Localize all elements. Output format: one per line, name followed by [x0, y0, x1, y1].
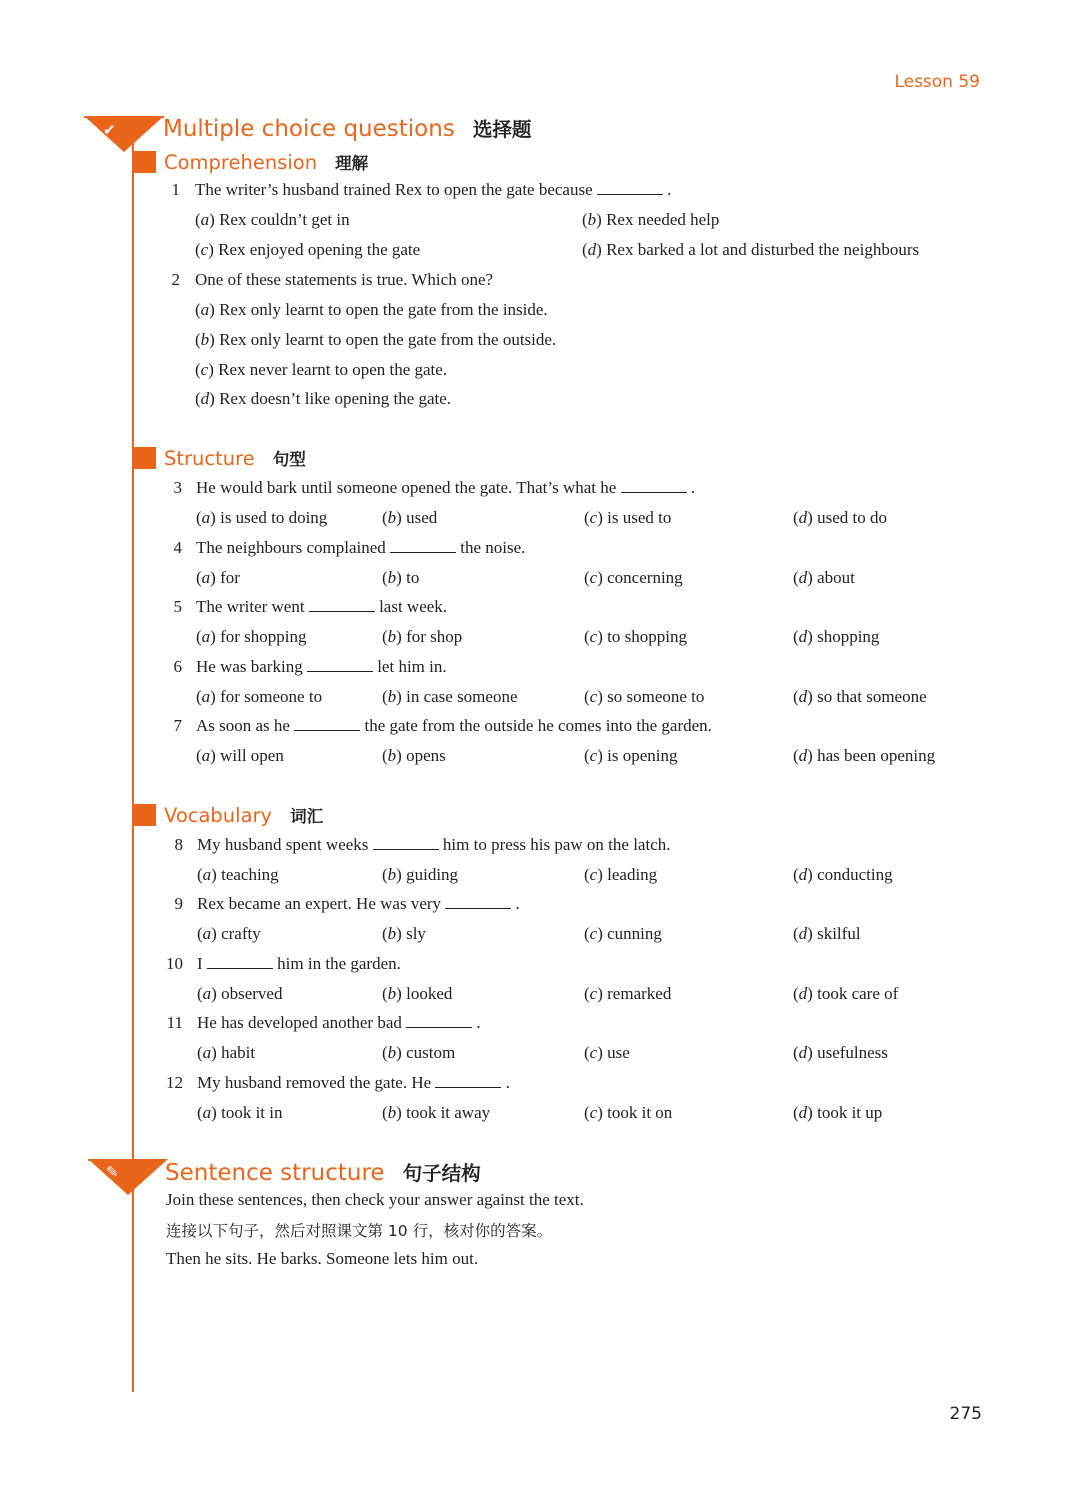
answer-blank[interactable]	[621, 478, 687, 493]
answer-blank[interactable]	[207, 954, 273, 969]
mc-title-zh: 选择题	[472, 118, 532, 141]
option-2c[interactable]: (c) Rex never learnt to open the gate.	[195, 360, 448, 379]
option-3c[interactable]: (c) is used to	[584, 508, 672, 527]
lesson-label: Lesson 59	[894, 72, 980, 92]
pencil-icon: ✎	[106, 1163, 119, 1181]
answer-blank[interactable]	[307, 657, 373, 672]
structure-marker	[134, 447, 156, 469]
instruction-zh: 连接以下句子，然后对照课文第 10 行，核对你的答案。	[166, 1222, 553, 1240]
option-5b[interactable]: (b) for shop	[382, 627, 463, 646]
checkmark-icon: ✔	[103, 121, 116, 139]
option-8b[interactable]: (b) guiding	[382, 865, 459, 884]
exercise-sentences: Then he sits. He barks. Someone lets him out.	[166, 1249, 479, 1268]
option-12d[interactable]: (d) took it up	[793, 1103, 883, 1122]
comprehension-title: Comprehension	[164, 151, 318, 174]
option-5d[interactable]: (d) shopping	[793, 627, 880, 646]
option-5c[interactable]: (c) to shopping	[584, 627, 687, 646]
option-10c[interactable]: (c) remarked	[584, 984, 672, 1003]
answer-blank[interactable]	[435, 1073, 501, 1088]
option-11b[interactable]: (b) custom	[382, 1043, 456, 1062]
option-6b[interactable]: (b) in case someone	[382, 687, 518, 706]
structure-heading	[164, 446, 306, 470]
option-6d[interactable]: (d) so that someone	[793, 687, 927, 706]
option-12a[interactable]: (a) took it in	[197, 1103, 283, 1122]
sentence-structure-title: Sentence structure	[165, 1160, 385, 1186]
option-3a[interactable]: (a) is used to doing	[196, 508, 328, 527]
option-7a[interactable]: (a) will open	[196, 746, 284, 765]
answer-blank[interactable]	[373, 835, 439, 850]
option-8d[interactable]: (d) conducting	[793, 865, 893, 884]
answer-blank[interactable]	[294, 716, 360, 731]
comprehension-title-zh: 理解	[335, 154, 369, 173]
option-1a[interactable]: (a) Rex couldn’t get in	[195, 210, 350, 229]
option-9d[interactable]: (d) skilful	[793, 924, 861, 943]
option-4d[interactable]: (d) about	[793, 568, 855, 587]
option-1b[interactable]: (b) Rex needed help	[582, 210, 720, 229]
answer-blank[interactable]	[390, 538, 456, 553]
answer-blank[interactable]	[406, 1013, 472, 1028]
comprehension-marker	[134, 151, 156, 173]
option-10a[interactable]: (a) observed	[197, 984, 283, 1003]
option-8c[interactable]: (c) leading	[584, 865, 658, 884]
option-6a[interactable]: (a) for someone to	[196, 687, 323, 706]
option-9b[interactable]: (b) sly	[382, 924, 426, 943]
vocabulary-title-zh: 词汇	[290, 807, 324, 826]
option-10d[interactable]: (d) took care of	[793, 984, 899, 1003]
page-number: 275	[949, 1404, 982, 1424]
comprehension-heading	[164, 150, 368, 174]
margin-rule	[132, 140, 134, 1392]
option-7c[interactable]: (c) is opening	[584, 746, 678, 765]
sentence-structure-heading	[165, 1158, 481, 1186]
option-11a[interactable]: (a) habit	[197, 1043, 256, 1062]
vocabulary-title: Vocabulary	[164, 804, 273, 827]
option-4a[interactable]: (a) for	[196, 568, 240, 587]
option-12b[interactable]: (b) took it away	[382, 1103, 491, 1122]
option-2b[interactable]: (b) Rex only learnt to open the gate from the outside.	[195, 330, 557, 349]
option-8a[interactable]: (a) teaching	[197, 865, 279, 884]
answer-blank[interactable]	[597, 180, 663, 195]
option-10b[interactable]: (b) looked	[382, 984, 453, 1003]
option-3d[interactable]: (d) used to do	[793, 508, 887, 527]
mc-title: Multiple choice questions	[163, 116, 455, 142]
vocabulary-heading	[164, 803, 323, 827]
instruction-en: Join these sentences, then check your answer against the text.	[166, 1190, 584, 1209]
option-4b[interactable]: (b) to	[382, 568, 420, 587]
answer-blank[interactable]	[309, 597, 375, 612]
option-11d[interactable]: (d) usefulness	[793, 1043, 888, 1062]
option-12c[interactable]: (c) took it on	[584, 1103, 673, 1122]
answer-blank[interactable]	[445, 894, 511, 909]
option-9a[interactable]: (a) crafty	[197, 924, 261, 943]
option-2a[interactable]: (a) Rex only learnt to open the gate from the inside.	[195, 300, 548, 319]
option-2d[interactable]: (d) Rex doesn’t like opening the gate.	[195, 389, 452, 408]
vocabulary-marker	[134, 804, 156, 826]
option-5a[interactable]: (a) for shopping	[196, 627, 307, 646]
option-1d[interactable]: (d) Rex barked a lot and disturbed the neighbours	[582, 240, 920, 259]
option-4c[interactable]: (c) concerning	[584, 568, 683, 587]
mc-heading	[163, 114, 531, 142]
option-1c[interactable]: (c) Rex enjoyed opening the gate	[195, 240, 421, 259]
structure-title: Structure	[164, 447, 255, 470]
option-11c[interactable]: (c) use	[584, 1043, 630, 1062]
option-3b[interactable]: (b) used	[382, 508, 438, 527]
option-7d[interactable]: (d) has been opening	[793, 746, 936, 765]
option-6c[interactable]: (c) so someone to	[584, 687, 705, 706]
option-7b[interactable]: (b) opens	[382, 746, 446, 765]
sentence-structure-title-zh: 句子结构	[402, 1162, 481, 1185]
option-9c[interactable]: (c) cunning	[584, 924, 662, 943]
structure-title-zh: 句型	[272, 450, 306, 469]
